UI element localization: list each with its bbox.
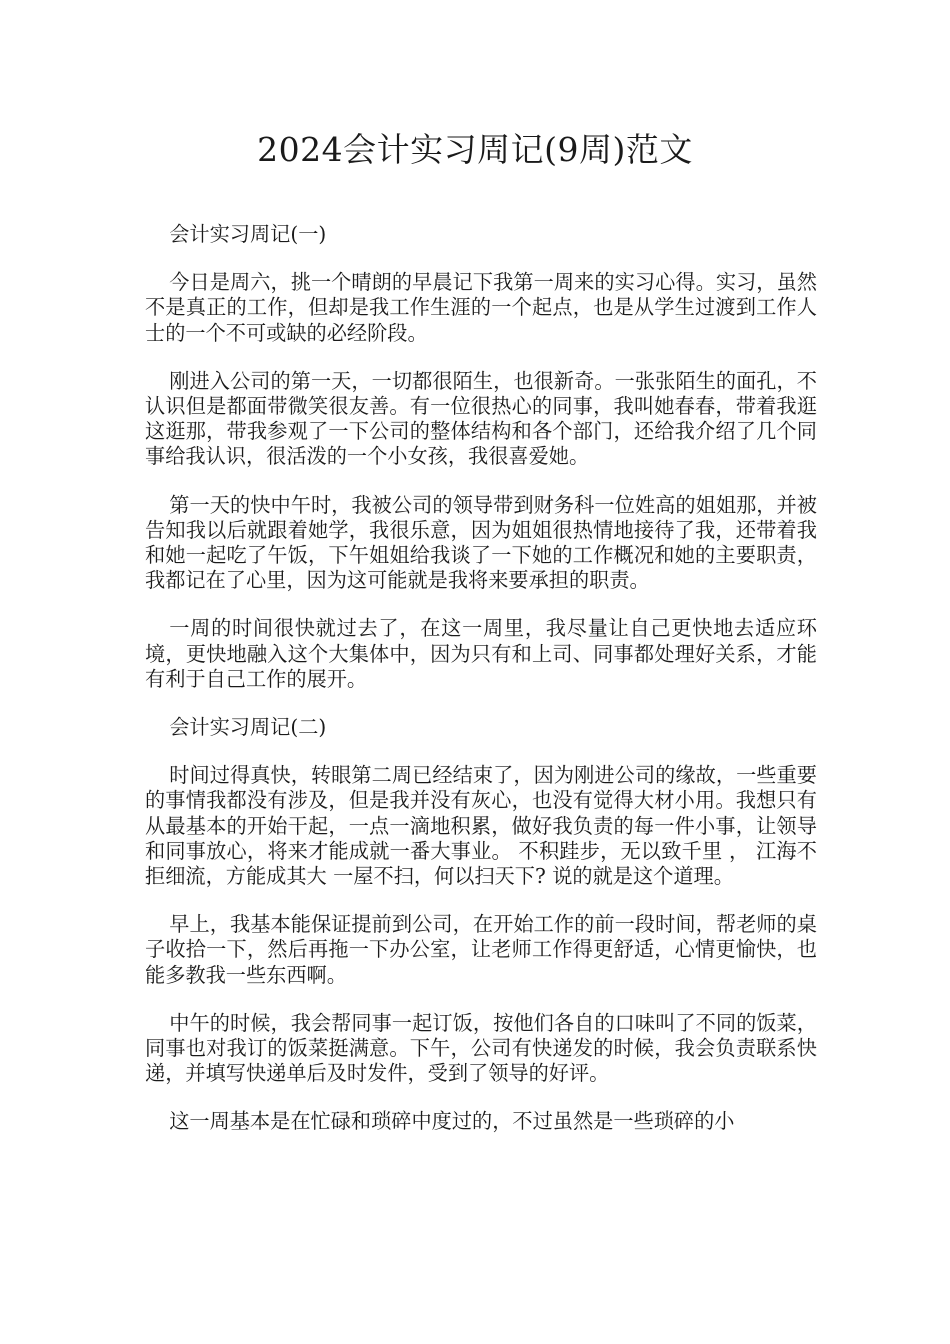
paragraph: 早上，我基本能保证提前到公司，在开始工作的前一段时间，帮老师的桌子收拾一下，然后再拖一下办公室，让老师工作得更舒适，心情更愉快，也能多教我一些东西啊。 bbox=[145, 912, 817, 987]
document-body bbox=[145, 222, 817, 1158]
paragraph: 一周的时间很快就过去了，在这一周里，我尽量让自己更快地去适应环境，更快地融入这个大集体中，因为只有和上司、同事都处理好关系，才能有利于自己工作的展开。 bbox=[145, 616, 817, 691]
paragraph: 时间过得真快，转眼第二周已经结束了，因为刚进公司的缘故，一些重要的事情我都没有涉及，但是我并没有灰心，也没有觉得大材小用。我想只有从最基本的开始干起，一点一滴地积累，做好我负责的每一件小事，让领导和同事放心，将来才能成就一番大事业。 不积跬步，无以致千里 ， 江海不拒细流，方能成其大 一屋不扫，何以扫天下? 说的就是这个道理。 bbox=[145, 763, 817, 889]
section-heading-week-2: 会计实习周记(二) bbox=[169, 715, 327, 740]
paragraph: 今日是周六，挑一个晴朗的早晨记下我第一周来的实习心得。实习，虽然不是真正的工作，但却是我工作生涯的一个起点，也是从学生过渡到工作人士的一个不可或缺的必经阶段。 bbox=[145, 270, 817, 345]
paragraph: 中午的时候，我会帮同事一起订饭，按他们各自的口味叫了不同的饭菜，同事也对我订的饭菜挺满意。下午，公司有快递发的时候，我会负责联系快递，并填写快递单后及时发件，受到了领导的好评。 bbox=[145, 1010, 817, 1086]
section-heading-week-1: 会计实习周记(一) bbox=[169, 222, 327, 246]
paragraph: 第一天的快中午时，我被公司的领导带到财务科一位姓高的姐姐那，并被告知我以后就跟着她学，我很乐意，因为姐姐很热情地接待了我，还带着我和她一起吃了午饭，下午姐姐给我谈了一下她的工作概况和她的主要职责，我都记在了心里，因为这可能就是我将来要承担的职责。 bbox=[145, 492, 817, 593]
document-title: 2024会计实习周记(9周)范文 bbox=[257, 130, 693, 169]
paragraph: 这一周基本是在忙碌和琐碎中度过的，不过虽然是一些琐碎的小 bbox=[169, 1109, 735, 1134]
paragraph: 刚进入公司的第一天，一切都很陌生，也很新奇。一张张陌生的面孔，不认识但是都面带微笑很友善。有一位很热心的同事，我叫她春春，带着我逛这逛那，带我参观了一下公司的整体结构和各个部门，还给我介绍了几个同事给我认识，很活泼的一个小女孩，我很喜爱她。 bbox=[145, 368, 817, 469]
